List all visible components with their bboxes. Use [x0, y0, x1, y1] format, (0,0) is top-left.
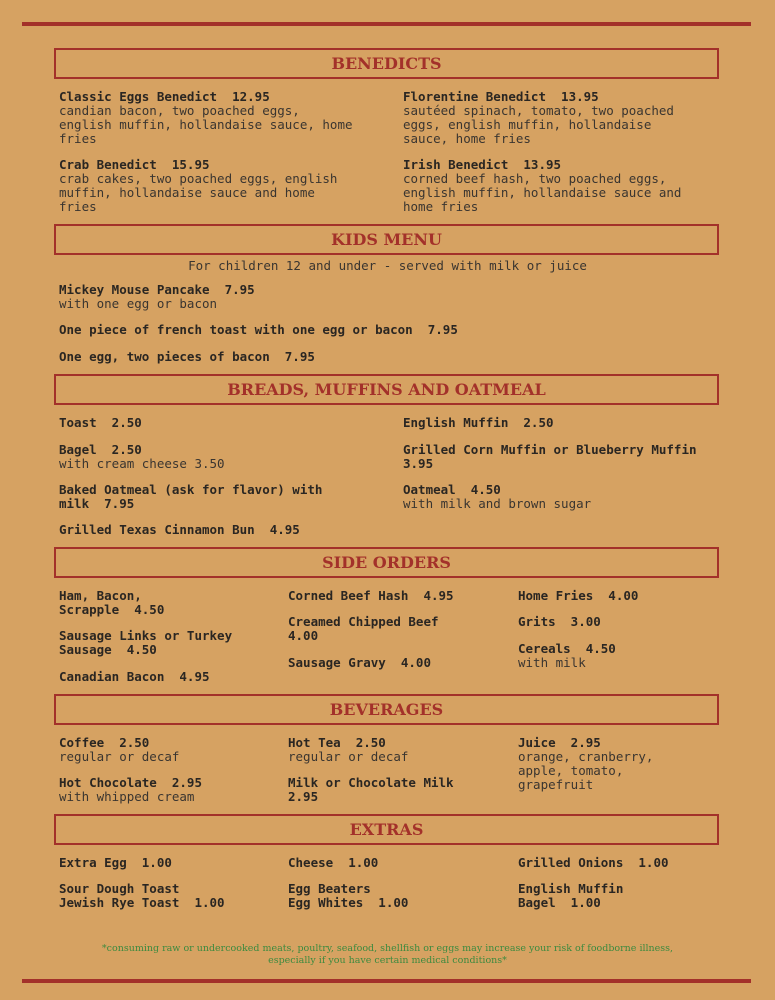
menu-item-desc: fries	[59, 199, 97, 214]
menu-item-name: Oatmeal 4.50	[403, 482, 501, 497]
menu-item-name: Baked Oatmeal (ask for flavor) with	[59, 482, 323, 497]
menu-item-name: Canadian Bacon 4.95	[59, 669, 210, 684]
menu-item-name: Milk or Chocolate Milk	[288, 775, 454, 790]
menu-item-name: Ham, Bacon,	[59, 588, 142, 603]
menu-item-name: Cereals 4.50	[518, 641, 616, 656]
menu-item-name: One piece of french toast with one egg or bacon 7.95	[59, 322, 458, 337]
menu-item-desc: eggs, english muffin, hollandaise	[403, 117, 652, 132]
menu-item-name: Grilled Corn Muffin or Blueberry Muffin	[403, 442, 697, 457]
menu-item-name: Bagel 2.50	[59, 442, 142, 457]
menu-item-name: Grits 3.00	[518, 614, 601, 629]
menu-item-desc: corned beef hash, two poached eggs,	[403, 171, 667, 186]
menu-item-name: Mickey Mouse Pancake 7.95	[59, 282, 255, 297]
section-extras-header: EXTRAS	[54, 814, 719, 845]
menu-item-desc: crab cakes, two poached eggs, english	[59, 171, 338, 186]
disclaimer-line: *consuming raw or undercooked meats, poultry, seafood, shellfish or eggs may increase your risk of foodborne illness,	[101, 943, 674, 954]
menu-item-name: Creamed Chipped Beef	[288, 614, 439, 629]
menu-item-name: Hot Tea 2.50	[288, 735, 386, 750]
menu-item-name: 3.95	[403, 456, 434, 471]
menu-item-desc: regular or decaf	[288, 749, 409, 764]
menu-item-name: Jewish Rye Toast 1.00	[59, 895, 225, 910]
menu-item-desc: muffin, hollandaise sauce and home	[59, 185, 315, 200]
menu-item-name: Egg Beaters	[288, 881, 371, 896]
menu-item-name: Coffee 2.50	[59, 735, 150, 750]
menu-item-name: 4.00	[288, 628, 319, 643]
menu-item-name: Bagel 1.00	[518, 895, 601, 910]
menu-item-name: English Muffin	[518, 881, 624, 896]
menu-item-desc: orange, cranberry,	[518, 749, 654, 764]
menu-item-desc: apple, tomato,	[518, 763, 624, 778]
menu-item-name: One egg, two pieces of bacon 7.95	[59, 349, 315, 364]
menu-item-name: Sour Dough Toast	[59, 881, 180, 896]
menu-item-name: Corned Beef Hash 4.95	[288, 588, 454, 603]
section-beverages-header: BEVERAGES	[54, 694, 719, 725]
menu-item-name: Irish Benedict 13.95	[403, 157, 562, 172]
menu-item-desc: home fries	[403, 199, 479, 214]
menu-item-name: 2.95	[288, 789, 319, 804]
menu-item-name: Crab Benedict 15.95	[59, 157, 210, 172]
disclaimer-line: especially if you have certain medical conditions*	[268, 955, 507, 966]
menu-item-name: Scrapple 4.50	[59, 602, 165, 617]
menu-item-desc: with cream cheese 3.50	[59, 456, 225, 471]
menu-item-name: Grilled Onions 1.00	[518, 855, 669, 870]
menu-item-name: Cheese 1.00	[288, 855, 379, 870]
menu-item-name: milk 7.95	[59, 496, 135, 511]
menu-item-name: Grilled Texas Cinnamon Bun 4.95	[59, 522, 300, 537]
menu-item-desc: candian bacon, two poached eggs,	[59, 103, 300, 118]
menu-item-desc: with one egg or bacon	[59, 296, 218, 311]
top-rule	[22, 22, 751, 26]
menu-item-name: Extra Egg 1.00	[59, 855, 172, 870]
menu-item-desc: sautéed spinach, tomato, two poached	[403, 103, 674, 118]
menu-item-name: Sausage 4.50	[59, 642, 157, 657]
menu-item-desc: grapefruit	[518, 777, 594, 792]
menu-item-desc: regular or decaf	[59, 749, 180, 764]
menu-item-name: Toast 2.50	[59, 415, 142, 430]
bottom-rule	[22, 979, 751, 983]
section-benedicts-header: BENEDICTS	[54, 48, 719, 79]
menu-item-name: Sausage Gravy 4.00	[288, 655, 431, 670]
menu-item-name: English Muffin 2.50	[403, 415, 554, 430]
section-sides-header: SIDE ORDERS	[54, 547, 719, 578]
menu-item-desc: with milk and brown sugar	[403, 496, 592, 511]
menu-item-desc: sauce, home fries	[403, 131, 531, 146]
menu-item-name: Sausage Links or Turkey	[59, 628, 233, 643]
section-breads-header: BREADS, MUFFINS AND OATMEAL	[54, 374, 719, 405]
menu-item-name: Hot Chocolate 2.95	[59, 775, 202, 790]
kids-note: For children 12 and under - served with milk or juice	[188, 258, 587, 273]
menu-item-desc: english muffin, hollandaise sauce, home	[59, 117, 353, 132]
section-kids-header: KIDS MENU	[54, 224, 719, 255]
menu-item-desc: fries	[59, 131, 97, 146]
menu-item-name: Juice 2.95	[518, 735, 601, 750]
menu-item-name: Egg Whites 1.00	[288, 895, 409, 910]
menu-item-name: Classic Eggs Benedict 12.95	[59, 89, 270, 104]
menu-item-name: Florentine Benedict 13.95	[403, 89, 599, 104]
menu-item-desc: english muffin, hollandaise sauce and	[403, 185, 682, 200]
menu-item-name: Home Fries 4.00	[518, 588, 639, 603]
menu-item-desc: with whipped cream	[59, 789, 195, 804]
menu-item-desc: with milk	[518, 655, 586, 670]
